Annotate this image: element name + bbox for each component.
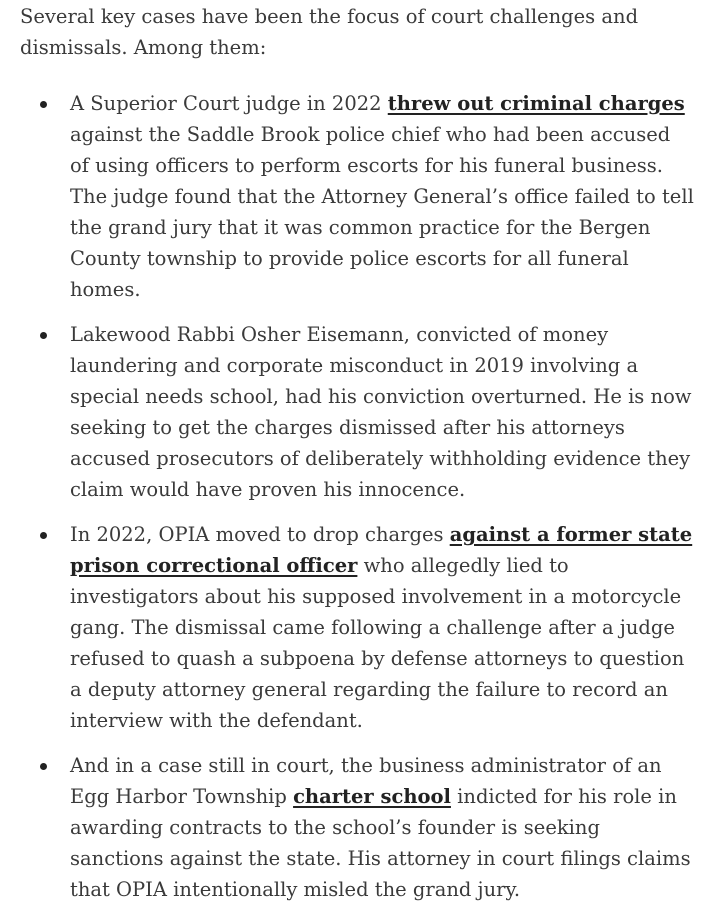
case-text-after: against the Saddle Brook police chief who had been accused of using officers to perform escorts for his funeral business. The judge found that the Attorney General’s office failed to tell the grand jury that it was common practice for the Bergen County township to provide police escorts for all funeral homes.: [70, 123, 694, 301]
case-item-eisemann: [20, 319, 694, 505]
case-text-before: And in a case still in court, the business administrator of an Egg Harbor Township: [70, 754, 662, 808]
threw-out-charges-link[interactable]: threw out criminal charges: [387, 92, 685, 115]
charter-school-link[interactable]: charter school: [293, 785, 451, 808]
case-text-before: In 2022, OPIA moved to drop charges: [70, 523, 450, 546]
case-text-before: A Superior Court judge in 2022: [70, 92, 388, 115]
bullet-icon: [40, 763, 47, 770]
case-item-saddle-brook: [20, 88, 694, 305]
bullet-icon: [40, 332, 47, 339]
bullet-icon: [40, 101, 47, 108]
intro-paragraph: Several key cases have been the focus of court challenges and dismissals. Among them:: [20, 5, 639, 59]
case-item-correctional-officer: [20, 519, 694, 736]
case-text: [70, 88, 694, 305]
case-list: [20, 88, 694, 905]
case-text: [70, 519, 694, 736]
case-text-after: who allegedly lied to investigators about his supposed involvement in a motorcycle gang. The dismissal came following a challenge after a judge refused to quash a subpoena by defense attorneys to question a deputy attorney general regarding the failure to record an interview with the defendant.: [70, 554, 685, 732]
case-text: [70, 750, 694, 905]
correctional-officer-link[interactable]: against a former state prison correctional officer: [70, 523, 693, 577]
case-item-charter-school: [20, 750, 694, 905]
bullet-icon: [40, 532, 47, 539]
case-text-after: indicted for his role in awarding contracts to the school’s founder is seeking sanctions against the state. His attorney in court filings claims that OPIA intentionally misled the grand jury.: [70, 785, 691, 901]
case-text: Lakewood Rabbi Osher Eisemann, convicted of money laundering and corporate misconduct in 2019 involving a special needs school, had his conviction overturned. He is now seeking to get the charges dismissed after his attorneys accused prosecutors of deliberately withholding evidence they claim would have proven his innocence.: [70, 323, 692, 501]
